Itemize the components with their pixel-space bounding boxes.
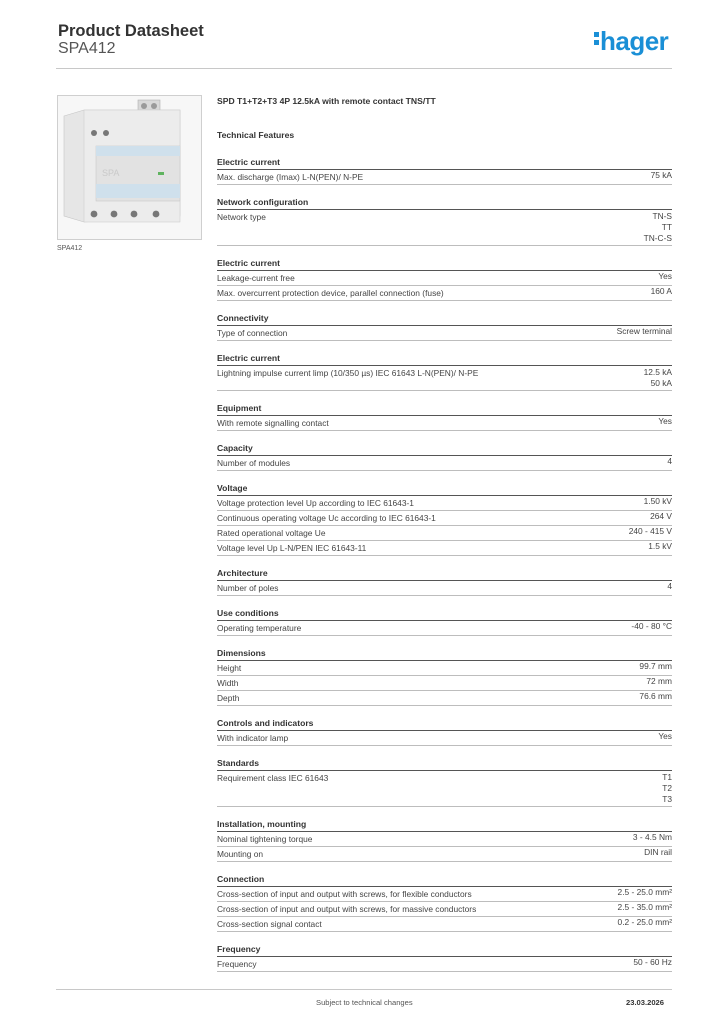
feature-label: Type of connection bbox=[217, 328, 288, 338]
section-spacer bbox=[217, 706, 672, 717]
feature-value-line: 4 bbox=[667, 581, 672, 591]
feature-row bbox=[217, 456, 672, 471]
feature-value bbox=[651, 286, 672, 300]
feature-label: With remote signalling contact bbox=[217, 418, 329, 428]
product-description: SPD T1+T2+T3 4P 12.5kA with remote contact TNS/TT bbox=[217, 96, 436, 106]
feature-row bbox=[217, 170, 672, 185]
section-title: Capacity bbox=[217, 442, 672, 456]
section-spacer bbox=[217, 391, 672, 402]
section-spacer bbox=[217, 556, 672, 567]
section-title: Dimensions bbox=[217, 647, 672, 661]
feature-row bbox=[217, 676, 672, 691]
section-spacer bbox=[217, 596, 672, 607]
footer-note: Subject to technical changes bbox=[316, 998, 413, 1007]
feature-label: Nominal tightening torque bbox=[217, 834, 313, 844]
feature-row bbox=[217, 271, 672, 286]
feature-row bbox=[217, 691, 672, 706]
svg-text:SPA: SPA bbox=[102, 168, 120, 178]
feature-value-line: Yes bbox=[658, 731, 672, 741]
hager-logo bbox=[594, 26, 668, 57]
section-spacer bbox=[217, 301, 672, 312]
feature-section bbox=[217, 607, 672, 647]
logo-dots-icon bbox=[594, 29, 600, 48]
feature-value-line: 264 V bbox=[650, 511, 672, 521]
feature-row bbox=[217, 832, 672, 847]
feature-value-line: T1 bbox=[662, 772, 672, 782]
feature-label: Height bbox=[217, 663, 242, 673]
feature-value-line: TN-S bbox=[652, 211, 672, 221]
feature-value-line: TN-C-S bbox=[643, 233, 672, 243]
feature-value-line: 4 bbox=[667, 456, 672, 466]
feature-label: Requirement class IEC 61643 bbox=[217, 773, 329, 783]
feature-value-line: 75 kA bbox=[650, 170, 672, 180]
feature-value bbox=[631, 621, 672, 635]
section-title: Electric current bbox=[217, 156, 672, 170]
feature-section bbox=[217, 757, 672, 818]
feature-value-line: Screw terminal bbox=[616, 326, 672, 336]
section-title: Frequency bbox=[217, 943, 672, 957]
feature-value-line: 72 mm bbox=[646, 676, 672, 686]
feature-section bbox=[217, 943, 672, 983]
feature-row bbox=[217, 366, 672, 391]
feature-row bbox=[217, 496, 672, 511]
feature-value-line: T3 bbox=[662, 794, 672, 804]
section-title: Use conditions bbox=[217, 607, 672, 621]
feature-value-line: -40 - 80 °C bbox=[631, 621, 672, 631]
feature-section bbox=[217, 442, 672, 482]
feature-label: Number of modules bbox=[217, 458, 291, 468]
feature-value-line: 2.5 - 35.0 mm² bbox=[617, 902, 672, 912]
feature-row bbox=[217, 957, 672, 972]
feature-value-line: 160 A bbox=[650, 286, 672, 296]
feature-row bbox=[217, 731, 672, 746]
feature-label: Frequency bbox=[217, 959, 257, 969]
feature-value bbox=[651, 170, 672, 184]
feature-row bbox=[217, 917, 672, 932]
feature-label: Cross-section of input and output with screws, for flexible conductors bbox=[217, 889, 472, 899]
feature-section bbox=[217, 818, 672, 873]
section-title: Equipment bbox=[217, 402, 672, 416]
feature-value-line: 50 - 60 Hz bbox=[633, 957, 672, 967]
section-spacer bbox=[217, 636, 672, 647]
footer-date: 23.03.2026 bbox=[626, 998, 665, 1007]
feature-section bbox=[217, 567, 672, 607]
feature-value bbox=[667, 456, 672, 470]
feature-value bbox=[618, 917, 672, 931]
feature-label: Leakage-current free bbox=[217, 273, 295, 283]
feature-value bbox=[644, 496, 672, 510]
feature-label: Width bbox=[217, 678, 239, 688]
section-title: Standards bbox=[217, 757, 672, 771]
feature-label: Rated operational voltage Ue bbox=[217, 528, 326, 538]
feature-row bbox=[217, 902, 672, 917]
section-title: Connectivity bbox=[217, 312, 672, 326]
datasheet-content bbox=[217, 96, 672, 983]
feature-value bbox=[644, 210, 672, 245]
feature-section bbox=[217, 482, 672, 567]
section-spacer bbox=[217, 746, 672, 757]
feature-section bbox=[217, 196, 672, 257]
feature-value bbox=[644, 847, 672, 861]
feature-label: Mounting on bbox=[217, 849, 264, 859]
page-subtitle: SPA412 bbox=[58, 40, 116, 57]
feature-value bbox=[658, 731, 672, 745]
feature-row bbox=[217, 526, 672, 541]
feature-section bbox=[217, 352, 672, 402]
feature-row bbox=[217, 210, 672, 246]
feature-label: Lightning impulse current limp (10/350 µs) IEC 61643 L-N(PEN)/ N-PE bbox=[217, 368, 479, 378]
feature-section bbox=[217, 156, 672, 196]
feature-section bbox=[217, 873, 672, 943]
section-title: Electric current bbox=[217, 352, 672, 366]
feature-value bbox=[658, 416, 672, 430]
section-spacer bbox=[217, 246, 672, 257]
feature-value-line: Yes bbox=[658, 271, 672, 281]
feature-row bbox=[217, 771, 672, 807]
feature-value-line: 3 - 4.5 Nm bbox=[632, 832, 672, 842]
feature-value-line: TT bbox=[661, 222, 672, 232]
logo-text: hager bbox=[600, 26, 669, 56]
section-spacer bbox=[217, 471, 672, 482]
section-spacer bbox=[217, 972, 672, 983]
feature-value-line: 12.5 kA bbox=[643, 367, 672, 377]
feature-value-line: 50 kA bbox=[650, 378, 672, 388]
feature-value bbox=[629, 526, 672, 540]
header-divider bbox=[56, 68, 672, 69]
feature-row bbox=[217, 887, 672, 902]
feature-value-line: 99.7 mm bbox=[639, 661, 672, 671]
feature-row bbox=[217, 326, 672, 341]
feature-value bbox=[633, 957, 672, 971]
feature-value-line: T2 bbox=[662, 783, 672, 793]
feature-value bbox=[639, 691, 672, 705]
feature-label: Network type bbox=[217, 212, 266, 222]
feature-value bbox=[646, 676, 672, 690]
feature-value-line: 1.50 kV bbox=[643, 496, 672, 506]
section-title: Network configuration bbox=[217, 196, 672, 210]
feature-value-line: 0.2 - 25.0 mm² bbox=[617, 917, 672, 927]
feature-section bbox=[217, 717, 672, 757]
section-spacer bbox=[217, 807, 672, 818]
feature-label: Depth bbox=[217, 693, 240, 703]
feature-row bbox=[217, 416, 672, 431]
feature-value bbox=[644, 366, 672, 390]
feature-value bbox=[617, 326, 672, 340]
feature-row bbox=[217, 621, 672, 636]
feature-row bbox=[217, 286, 672, 301]
section-title: Controls and indicators bbox=[217, 717, 672, 731]
feature-row bbox=[217, 511, 672, 526]
section-title: Electric current bbox=[217, 257, 672, 271]
feature-value bbox=[618, 902, 672, 916]
feature-label: With indicator lamp bbox=[217, 733, 289, 743]
feature-label: Number of poles bbox=[217, 583, 279, 593]
feature-section bbox=[217, 402, 672, 442]
feature-value-line: DIN rail bbox=[644, 847, 672, 857]
feature-section bbox=[217, 257, 672, 312]
feature-label: Continuous operating voltage Uc according to IEC 61643-1 bbox=[217, 513, 436, 523]
feature-section bbox=[217, 312, 672, 352]
feature-row bbox=[217, 661, 672, 676]
section-title: Connection bbox=[217, 873, 672, 887]
feature-value bbox=[658, 271, 672, 285]
feature-label: Voltage level Up L-N/PEN IEC 61643-11 bbox=[217, 543, 367, 553]
product-image bbox=[57, 95, 202, 240]
section-spacer bbox=[217, 185, 672, 196]
feature-label: Cross-section of input and output with screws, for massive conductors bbox=[217, 904, 477, 914]
section-title: Voltage bbox=[217, 482, 672, 496]
feature-value bbox=[667, 581, 672, 595]
feature-value bbox=[618, 887, 672, 901]
feature-row bbox=[217, 847, 672, 862]
feature-label: Voltage protection level Up according to IEC 61643-1 bbox=[217, 498, 414, 508]
section-spacer bbox=[217, 341, 672, 352]
feature-value-line: 76.6 mm bbox=[639, 691, 672, 701]
image-caption: SPA412 bbox=[57, 245, 83, 252]
feature-value bbox=[648, 541, 672, 555]
feature-sections bbox=[217, 156, 672, 983]
feature-section bbox=[217, 647, 672, 717]
feature-value bbox=[633, 832, 672, 846]
feature-value-line: 2.5 - 25.0 mm² bbox=[617, 887, 672, 897]
feature-row bbox=[217, 541, 672, 556]
feature-value-line: 240 - 415 V bbox=[628, 526, 672, 536]
feature-label: Max. discharge (Imax) L-N(PEN)/ N-PE bbox=[217, 172, 364, 182]
footer-divider bbox=[56, 989, 672, 990]
technical-features-title: Technical Features bbox=[217, 130, 295, 140]
section-spacer bbox=[217, 932, 672, 943]
section-title: Installation, mounting bbox=[217, 818, 672, 832]
feature-label: Max. overcurrent protection device, parallel connection (fuse) bbox=[217, 288, 444, 298]
feature-value-line: Yes bbox=[658, 416, 672, 426]
section-spacer bbox=[217, 431, 672, 442]
feature-label: Cross-section signal contact bbox=[217, 919, 322, 929]
feature-value bbox=[662, 771, 672, 806]
section-title: Architecture bbox=[217, 567, 672, 581]
page-title: Product Datasheet bbox=[58, 22, 204, 40]
feature-row bbox=[217, 581, 672, 596]
surge-protector-illustration bbox=[58, 96, 201, 239]
feature-value-line: 1.5 kV bbox=[648, 541, 672, 551]
feature-value bbox=[650, 511, 672, 525]
feature-label: Operating temperature bbox=[217, 623, 302, 633]
feature-value bbox=[639, 661, 672, 675]
section-spacer bbox=[217, 862, 672, 873]
